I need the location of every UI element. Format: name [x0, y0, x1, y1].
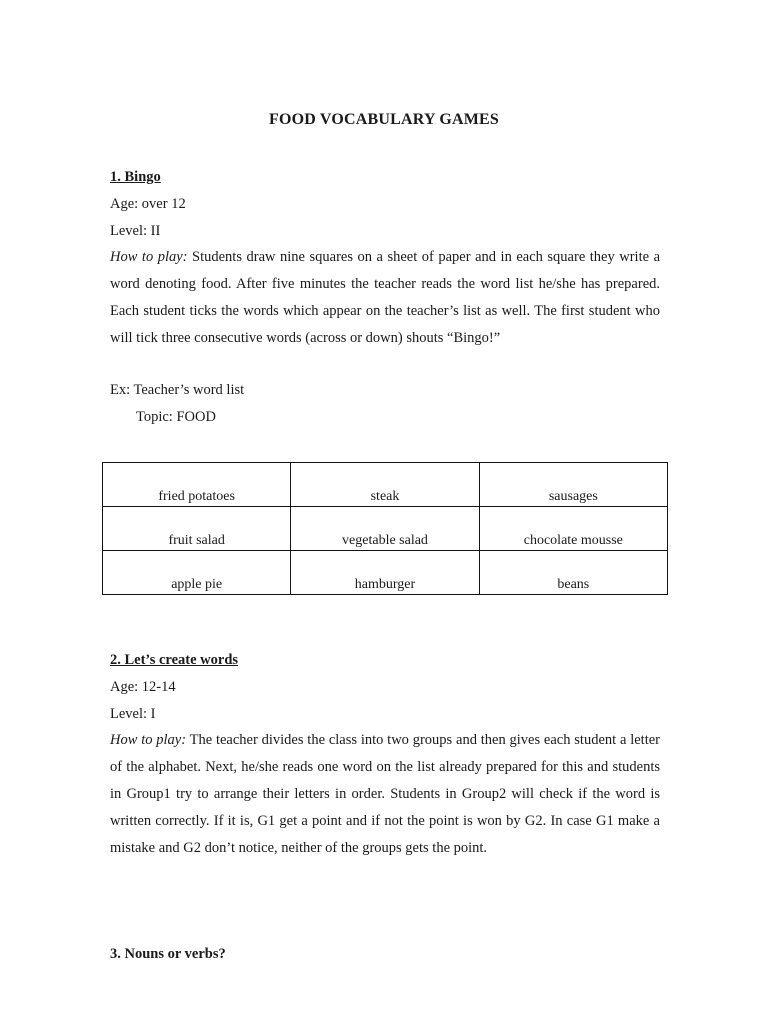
table-cell: sausages [479, 463, 667, 507]
table-cell: apple pie [103, 551, 291, 595]
table-cell: hamburger [291, 551, 479, 595]
level-line: Level: I [110, 705, 156, 722]
section-heading-bingo: 1. Bingo [110, 169, 161, 185]
section-create-words [110, 647, 660, 861]
topic-line: Topic: FOOD [136, 408, 216, 425]
section-heading-nouns-or-verbs: 3. Nouns or verbs? [110, 946, 226, 962]
section-nouns-or-verbs [110, 941, 660, 968]
table-cell: chocolate mousse [479, 507, 667, 551]
table-cell: fried potatoes [103, 463, 291, 507]
table-row [103, 551, 668, 595]
page-title: FOOD VOCABULARY GAMES [269, 111, 499, 128]
section-heading-create-words: 2. Let’s create words [110, 652, 239, 668]
table-cell: beans [479, 551, 667, 595]
table-cell: vegetable salad [291, 507, 479, 551]
how-to-play-text: The teacher divides the class into two groups and then gives each student a letter of the alphabet. Next, he/she reads one word on the list already prepared for this and students in Group1 try to arrange their letters in order. Students in Group2 will check if the word is written correctly. If it is, G1 get a point and if not the point is won by G2. In case G1 make a mistake and G2 don’t notice, neither of the groups gets the point. [110, 732, 660, 856]
how-to-play-paragraph [110, 727, 660, 861]
example-block [110, 377, 660, 431]
table-row [103, 507, 668, 551]
age-line: Age: over 12 [110, 195, 186, 212]
table-cell: fruit salad [103, 507, 291, 551]
example-line: Ex: Teacher’s word list [110, 382, 245, 398]
how-to-play-text: Students draw nine squares on a sheet of paper and in each square they write a word denoting food. After five minutes the teacher reads the word list he/she has prepared. Each student ticks the words which appear on the teacher’s list as well. The first student who will tick three consecutive words (across or down) shouts “Bingo!” [110, 249, 661, 346]
level-line: Level: II [110, 222, 161, 239]
table-row [103, 463, 668, 507]
section-bingo [110, 164, 660, 352]
table-cell: steak [291, 463, 479, 507]
how-to-play-paragraph [110, 244, 660, 351]
how-to-play-label: How to play: [110, 732, 187, 749]
age-line: Age: 12-14 [110, 678, 176, 695]
how-to-play-label: How to play: [110, 249, 188, 266]
bingo-word-table [102, 462, 668, 595]
